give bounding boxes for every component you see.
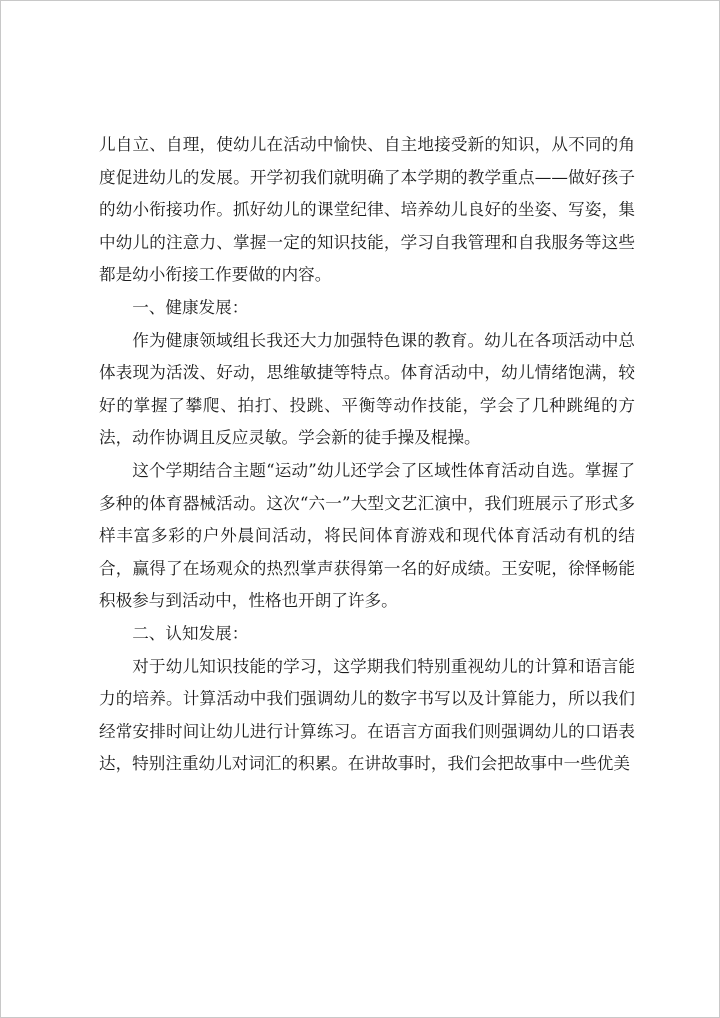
section-heading-cognitive: 二、认知发展： [132, 623, 249, 643]
paragraph-cognitive-1: 对于幼儿知识技能的学习，这学期我们特别重视幼儿的计算和语言能力的培养。计算活动中我们强调幼儿的数字书写以及计算能力，所以我们经常安排时间让幼儿进行计算练习。在语言方面我们则强调幼儿的口语表达，特别注重幼儿对词汇的积累。在讲故事时，我们会把故事中一些优美 [99, 656, 635, 774]
section-heading-health: 一、健康发展： [132, 297, 249, 317]
paragraph-health-2: 这个学期结合主题“运动”幼儿还学会了区域性体育活动自选。掌握了多种的体育器械活动。这次“六一”大型文艺汇演中，我们班展示了形式多样丰富多彩的户外晨间活动，将民间体育游戏和现代体育活动有机的结合，赢得了在场观众的热烈掌声获得第一名的好成绩。王安呢，徐怿畅能积极参与到活动中，性格也开朗了许多。 [99, 460, 635, 611]
paragraph-continuation: 儿自立、自理，使幼儿在活动中愉快、自主地接受新的知识，从不同的角度促进幼儿的发展。开学初我们就明确了本学期的教学重点——做好孩子的幼小衔接功作。抓好幼儿的课堂纪律、培养幼儿良好的坐姿、写姿，集中幼儿的注意力、掌握一定的知识技能，学习自我管理和自我服务等这些都是幼小衔接工作要做的内容。 [99, 135, 635, 285]
paragraph-health-1: 作为健康领域组长我还大力加强特色课的教育。幼儿在各项活动中总体表现为活泼、好动，思维敏捷等特点。体育活动中，幼儿情绪饱满，较好的掌握了攀爬、拍打、投跳、平衡等动作技能，学会了几种跳绳的方法，动作协调且反应灵敏。学会新的徒手操及棍操。 [99, 330, 635, 448]
document-body [99, 129, 635, 781]
